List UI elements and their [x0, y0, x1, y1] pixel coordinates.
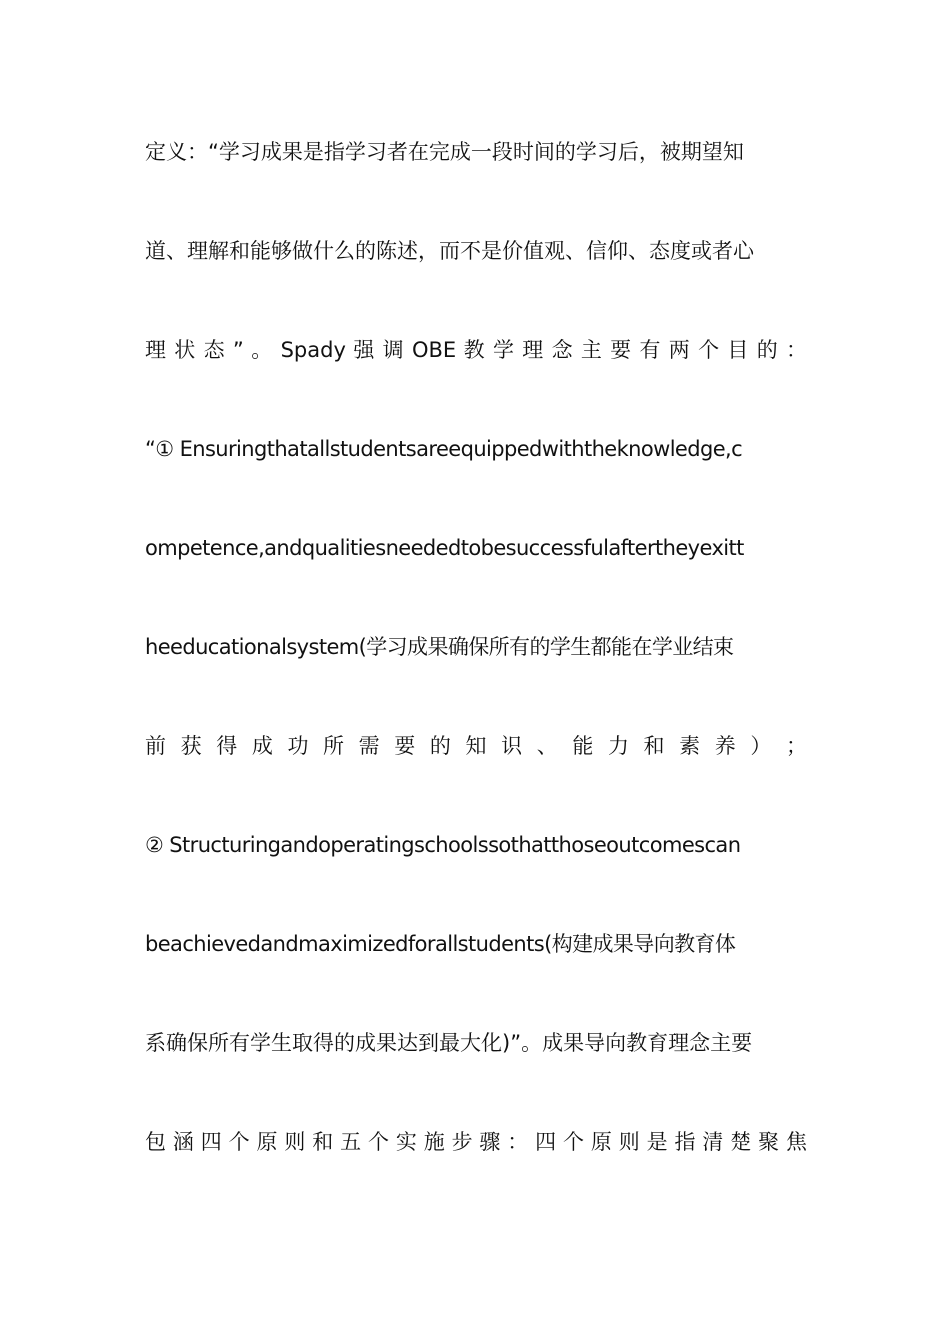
text-line-7: 前 获 得 成 功 所 需 要 的 知 识 、 能 力 和 素 养 ） ；	[145, 734, 807, 758]
text-line-2: 道、理解和能够做什么的陈述，而不是价值观、信仰、态度或者心	[145, 239, 754, 263]
text-line-5: ompetence,andqualitiesneededtobesuccessfulaftertheyexitt	[145, 536, 744, 560]
text-line-9: beachievedandmaximizedforallstudents(构建成果导向教育体	[145, 932, 736, 956]
text-line-3: 理 状 态 ” 。 Spady 强 调 OBE 教 学 理 念 主 要 有 两 个 目 的 ：	[145, 338, 807, 362]
text-line-6: heeducationalsystem(学习成果确保所有的学生都能在学业结束	[145, 635, 734, 659]
text-line-8: ② Structuringandoperatingschoolssothatthoseoutcomescan	[145, 833, 741, 857]
text-line-11: 包 涵 四 个 原 则 和 五 个 实 施 步 骤 ： 四 个 原 则 是 指 清 楚 聚 焦	[145, 1130, 807, 1154]
text-line-1: 定义：“学习成果是指学习者在完成一段时间的学习后，被期望知	[145, 140, 744, 164]
text-line-4: “① Ensuringthatallstudentsareequippedwiththeknowledge,c	[145, 437, 743, 461]
text-line-10: 系确保所有学生取得的成果达到最大化)”。成果导向教育理念主要	[145, 1031, 753, 1055]
